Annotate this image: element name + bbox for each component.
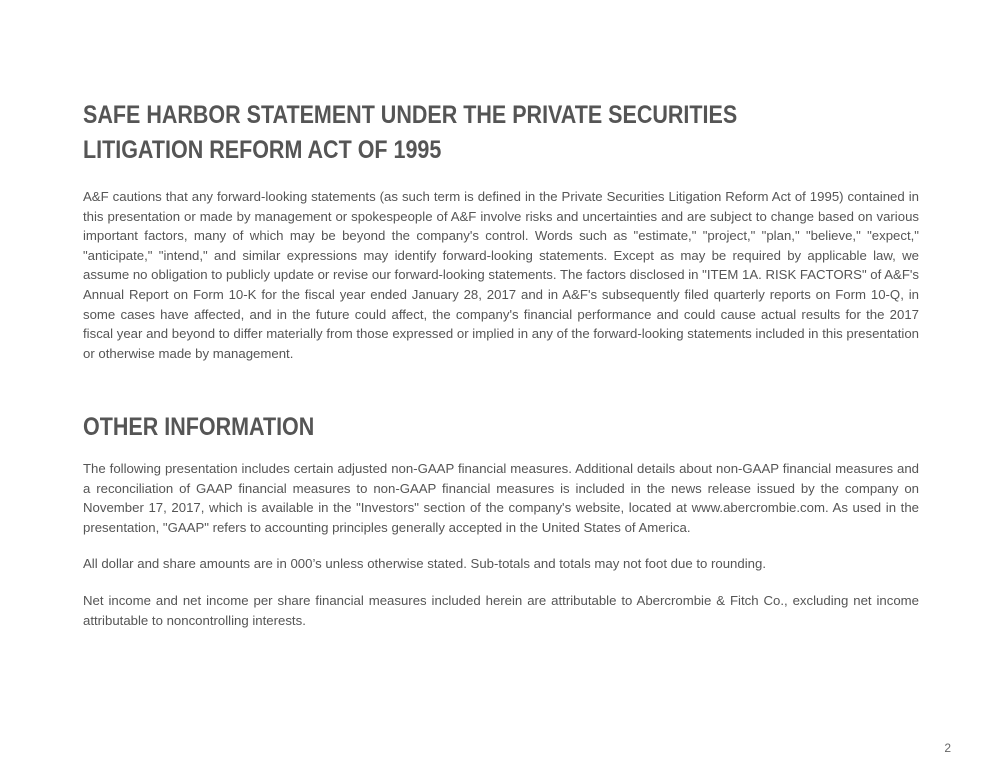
other-information-paragraph-3: Net income and net income per share financial measures included herein are attributable to Abercrombie & Fitch Co., excluding net income attributable to noncontrolling interests. <box>83 593 919 628</box>
safe-harbor-heading-line-1: SAFE HARBOR STATEMENT UNDER THE PRIVATE SECURITIES <box>83 101 738 129</box>
other-information-section <box>83 410 919 628</box>
safe-harbor-heading-line-2: LITIGATION REFORM ACT OF 1995 <box>83 136 442 164</box>
page-number: 2 <box>944 741 951 755</box>
other-information-heading: OTHER INFORMATION <box>83 413 315 441</box>
safe-harbor-section <box>83 98 919 361</box>
other-information-paragraph-2: All dollar and share amounts are in 000’s unless otherwise stated. Sub-totals and totals may not foot due to rounding. <box>83 556 766 571</box>
safe-harbor-body: A&F cautions that any forward-looking statements (as such term is defined in the Private Securities Litigation Reform Act of 1995) contained in this presentation or made by management or spokespeople of A&F involve risks and uncertainties and are subject to change based on various important factors, many of which may be beyond the company's control. Words such as "estimate," "project," "plan," "believe," "expect," "anticipate," "intend," and similar expressions may identify forward-looking statements. Except as may be required by applicable law, we assume no obligation to publicly update or revise our forward-looking statements. The factors disclosed in "ITEM 1A. RISK FACTORS" of A&F's Annual Report on Form 10-K for the fiscal year ended January 28, 2017 and in A&F's subsequently filed quarterly reports on Form 10-Q, in some cases have affected, and in the future could affect, the company's financial performance and could cause actual results for the 2017 fiscal year and beyond to differ materially from those expressed or implied in any of the forward-looking statements included in this presentation or otherwise made by management. <box>83 189 919 361</box>
other-information-paragraph-1: The following presentation includes certain adjusted non-GAAP financial measures. Additional details about non-GAAP financial measures and a reconciliation of GAAP financial measures to non-GAAP financial measures is included in the news release issued by the company on November 17, 2017, which is available in the "Investors" section of the company's website, located at www.abercrombie.com. As used in the presentation, "GAAP" refers to accounting principles generally accepted in the United States of America. <box>83 461 919 535</box>
